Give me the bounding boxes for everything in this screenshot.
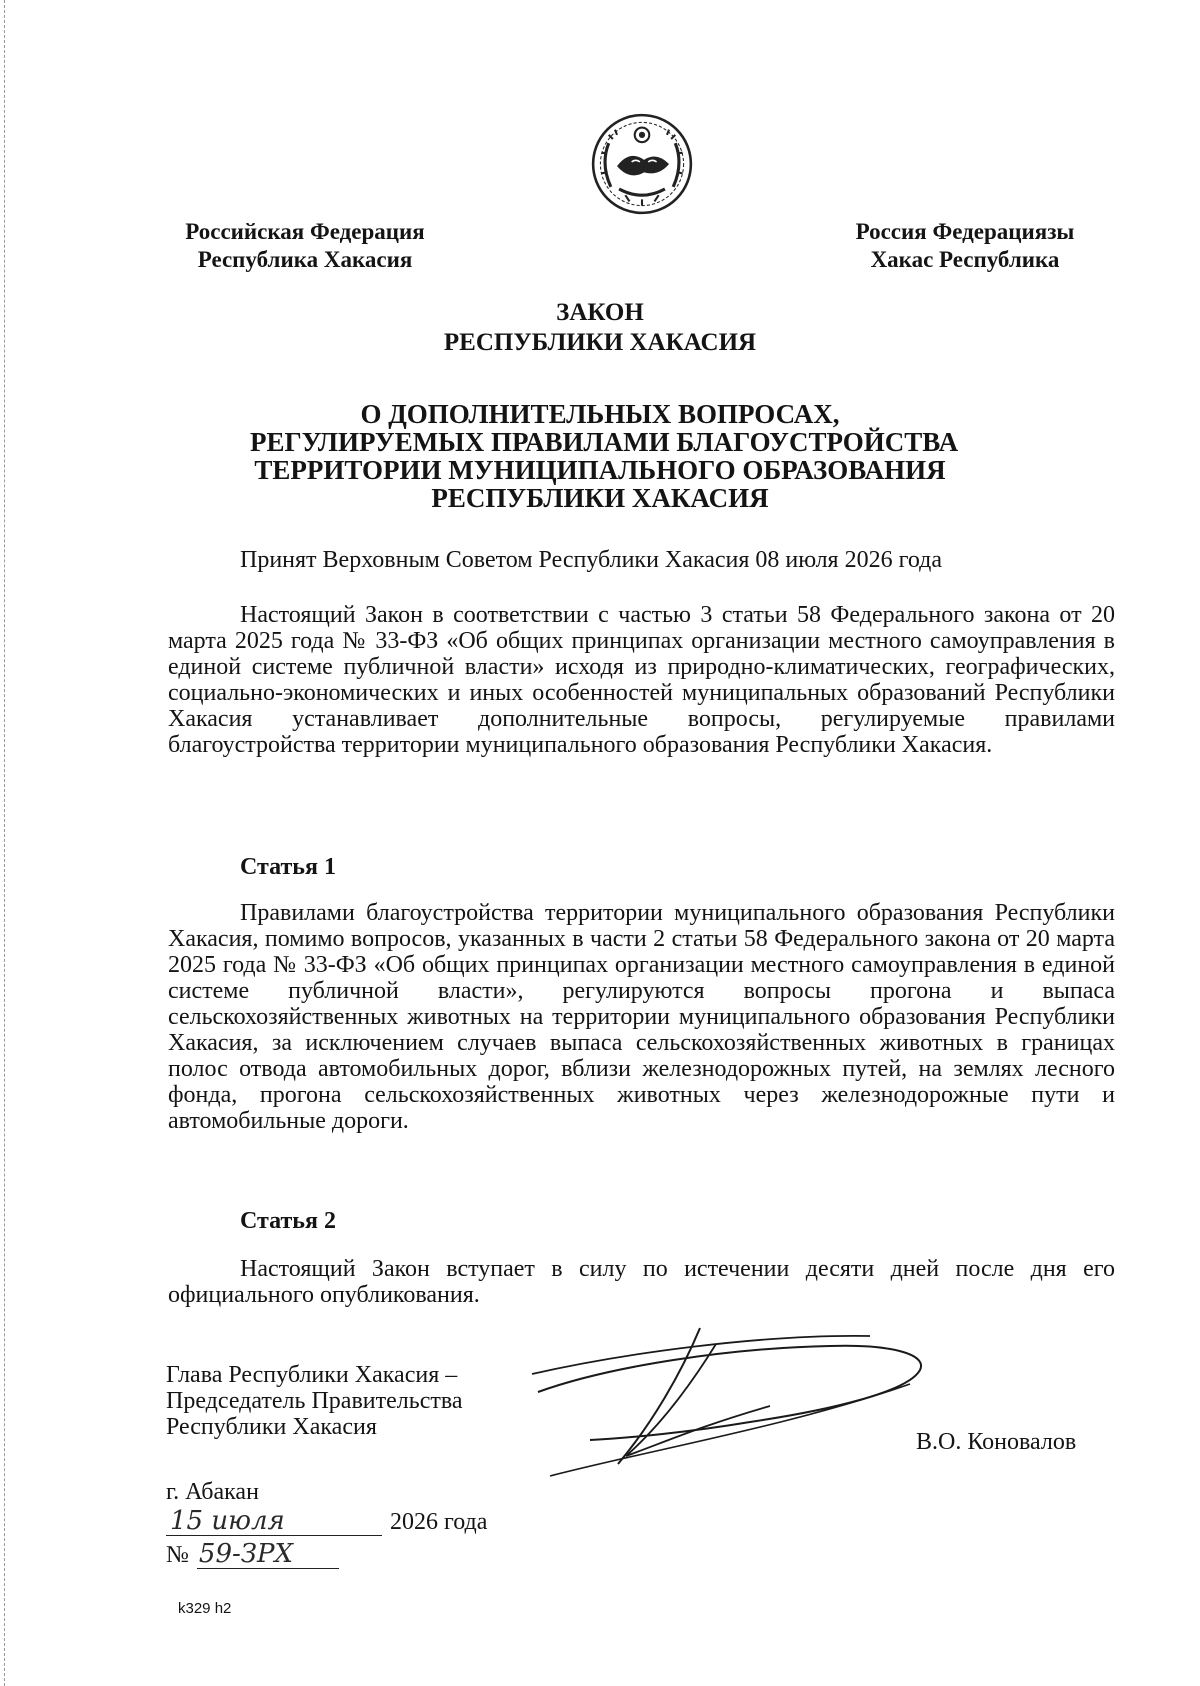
- law-subject-line: О ДОПОЛНИТЕЛЬНЫХ ВОПРОСАХ,: [360, 399, 840, 429]
- signatory-title-line: Председатель Правительства: [166, 1388, 463, 1414]
- law-title: [300, 298, 900, 358]
- header-right: [850, 218, 1080, 274]
- scan-edge-line: [4, 0, 5, 1686]
- law-subject-line: РЕГУЛИРУЕМЫХ ПРАВИЛАМИ БЛАГОУСТРОЙСТВА: [250, 427, 959, 457]
- law-subject-line: РЕСПУБЛИКИ ХАКАСИЯ: [431, 483, 769, 513]
- preamble-paragraph: Настоящий Закон в соответствии с частью 3 статьи 58 Федерального закона от 20 марта 2025 года № 33-ФЗ «Об общих принципах организации местного самоуправления в единой системе публичной власти» исходя из природно-климатических, географических, социально-экономических и иных особенностей муниципальных образований Республики Хакасия устанавливает дополнительные вопросы, регулируемые правилами благоустройства территории муниципального образования Республики Хакасия.: [168, 602, 1115, 758]
- article-2-text: Настоящий Закон вступает в силу по истечении десяти дней после дня его официального опубликования.: [168, 1256, 1115, 1308]
- coat-of-arms-emblem: [590, 112, 694, 216]
- article-1-text: Правилами благоустройства территории муниципального образования Республики Хакасия, помимо вопросов, указанных в части 2 статьи 58 Федерального закона от 20 марта 2025 года № 33-ФЗ «Об общих принципах организации местного самоуправления в единой системе публичной власти», регулируются вопросы прогона и выпаса сельскохозяйственных животных на территории муниципального образования Республики Хакасия, за исключением случаев выпаса сельскохозяйственных животных в границах полос отвода автомобильных дорог, вблизи железнодорожных путей, на землях лесного фонда, прогона сельскохозяйственных животных через железнодорожные пути и автомобильные дороги.: [168, 900, 1115, 1134]
- adoption-line: Принят Верховным Советом Республики Хакасия 08 июля 2026 года: [240, 547, 943, 573]
- header-right-line: Хакас Республика: [870, 247, 1060, 272]
- law-number-line: [166, 1540, 339, 1570]
- handwritten-law-number: 59-ЗРХ: [197, 1540, 339, 1569]
- signatory-name: В.О. Коновалов: [916, 1429, 1077, 1455]
- date-year: 2026 года: [390, 1509, 488, 1535]
- signatory-title-line: Глава Республики Хакасия –: [166, 1362, 458, 1388]
- article-2-heading: Статья 2: [240, 1208, 336, 1234]
- law-subject: [250, 399, 959, 513]
- date-line: [166, 1507, 487, 1537]
- signatory-title: [166, 1362, 463, 1440]
- header-left: [170, 218, 440, 274]
- signatory-title-line: Республики Хакасия: [166, 1414, 377, 1440]
- handwritten-signature: [530, 1326, 940, 1482]
- document-reference-code: k329 h2: [178, 1600, 232, 1617]
- law-title-line: ЗАКОН: [556, 299, 644, 326]
- handwritten-date: 15 июля: [166, 1507, 382, 1536]
- law-subject-line: ТЕРРИТОРИИ МУНИЦИПАЛЬНОГО ОБРАЗОВАНИЯ: [254, 455, 946, 485]
- header-left-line: Российская Федерация: [185, 219, 425, 244]
- article-1-heading: Статья 1: [240, 854, 336, 880]
- place-of-signing: г. Абакан: [166, 1479, 259, 1505]
- header-right-line: Россия Федерациязы: [855, 219, 1075, 244]
- law-title-line: РЕСПУБЛИКИ ХАКАСИЯ: [443, 329, 757, 356]
- number-sign: №: [166, 1542, 189, 1568]
- header-left-line: Республика Хакасия: [197, 247, 413, 272]
